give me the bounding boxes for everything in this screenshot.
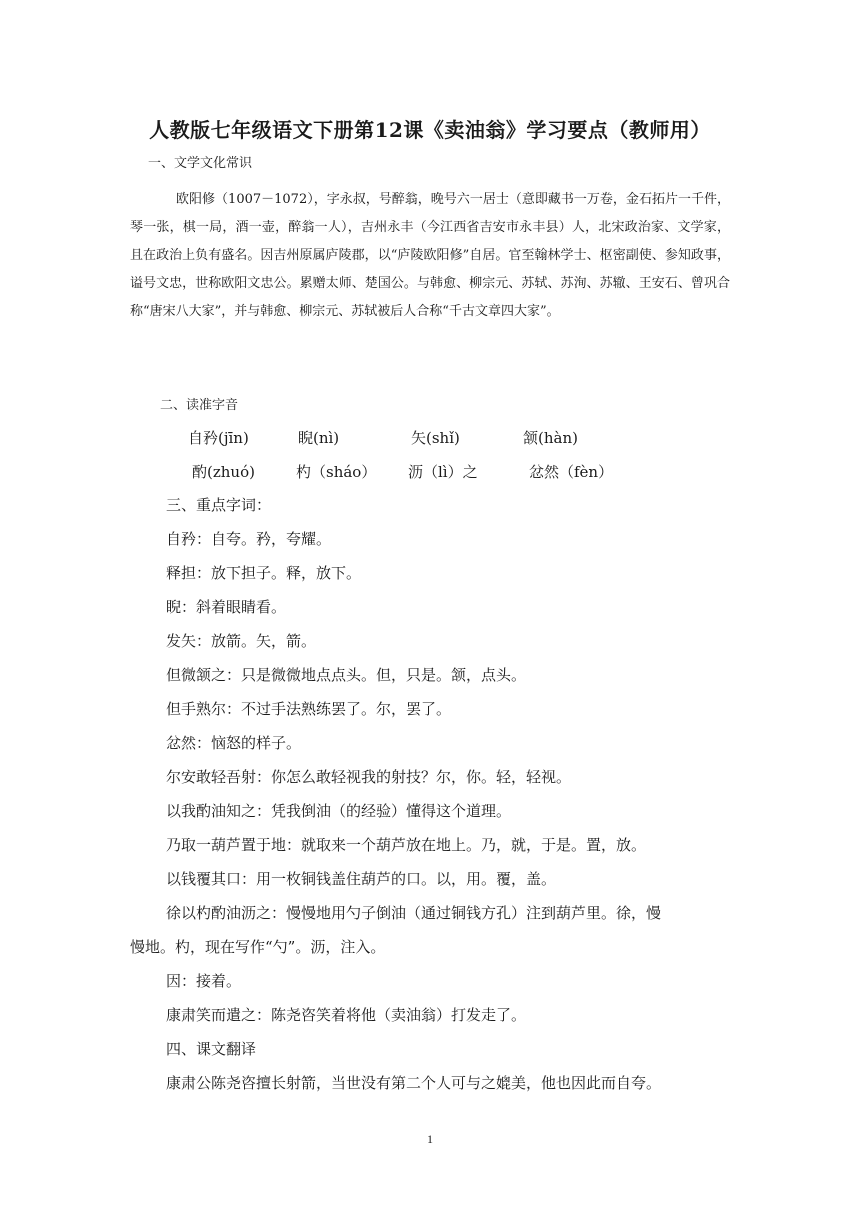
vocab-item: 尔安敢轻吾射：你怎么敢轻视我的射技？尔，你。轻，轻视。	[166, 768, 572, 786]
vocab-item: 但手熟尔：不过手法熟练罢了。尔，罢了。	[166, 700, 452, 718]
vocab-item: 释担：放下担子。释，放下。	[166, 564, 362, 582]
vocab-item: 康肃笑而遣之：陈尧咨笑着将他（卖油翁）打发走了。	[166, 1006, 527, 1024]
vocab-item: 以钱覆其口：用一枚铜钱盖住葫芦的口。以，用。覆，盖。	[166, 870, 557, 888]
author-biography-paragraph	[130, 186, 730, 326]
vocab-item: 乃取一葫芦置于地：就取来一个葫芦放在地上。乃，就，于是。置，放。	[166, 836, 647, 854]
pronunciation-item: 颔(hàn)	[523, 429, 578, 447]
section-heading-pronunciation: 二、读准字音	[160, 398, 239, 413]
pronunciation-item: 矢(shǐ)	[411, 429, 460, 447]
section-heading-translation: 四、课文翻译	[166, 1040, 257, 1058]
vocab-item: 但微颔之：只是微微地点点头。但，只是。颔，点头。	[166, 666, 527, 684]
vocab-item: 忿然：恼怒的样子。	[166, 734, 302, 752]
document-title: 人教版七年级语文下册第12课《卖油翁》学习要点（教师用）	[149, 118, 711, 142]
vocab-item: 睨：斜着眼睛看。	[166, 598, 287, 616]
author-biography-text: 欧阳修（1007－1072），字永叔，号醉翁，晚号六一居士（意即藏书一万卷，金石拓片一千件，琴一张，棋一局，酒一壶，醉翁一人），吉州永丰（今江西省吉安市永丰县）人，北宋政治家、文学家，且在政治上负有盛名。因吉州原属庐陵郡，以“庐陵欧阳修”自居。官至翰林学士、枢密副使、参知政事，谥号文忠，世称欧阳文忠公。累赠太师、楚国公。与韩愈、柳宗元、苏轼、苏洵、苏辙、王安石、曾巩合称“唐宋八大家”，并与韩愈、柳宗元、苏轼被后人合称“千古文章四大家”。	[130, 192, 730, 319]
vocab-item: 自矜：自夸。矜，夸耀。	[166, 530, 332, 548]
translation-first-line: 康肃公陈尧咨擅长射箭，当世没有第二个人可与之媲美，他也因此而自夸。	[166, 1074, 662, 1092]
section-heading-key-words: 三、重点字词：	[166, 496, 272, 514]
vocab-item: 因：接着。	[166, 972, 242, 990]
vocab-item: 发矢：放箭。矢，箭。	[166, 632, 317, 650]
pronunciation-item: 酌(zhuó)	[192, 463, 255, 481]
vocab-item: 徐以杓酌油沥之：慢慢地用勺子倒油（通过铜钱方孔）注到葫芦里。徐，慢	[166, 904, 662, 922]
page-number: 1	[427, 1132, 433, 1146]
pronunciation-item: 沥（lì）之	[408, 463, 478, 481]
vocab-item: 以我酌油知之：凭我倒油（的经验）懂得这个道理。	[166, 802, 512, 820]
pronunciation-item: 睨(nì)	[298, 429, 340, 447]
section-heading-literary-knowledge: 一、文学文化常识	[148, 156, 253, 171]
pronunciation-item: 自矜(jīn)	[188, 429, 249, 447]
vocab-item-continuation: 慢地。杓，现在写作“勺”。沥，注入。	[130, 938, 386, 956]
pronunciation-item: 杓（sháo）	[296, 463, 377, 481]
pronunciation-item: 忿然（fèn）	[529, 463, 614, 481]
